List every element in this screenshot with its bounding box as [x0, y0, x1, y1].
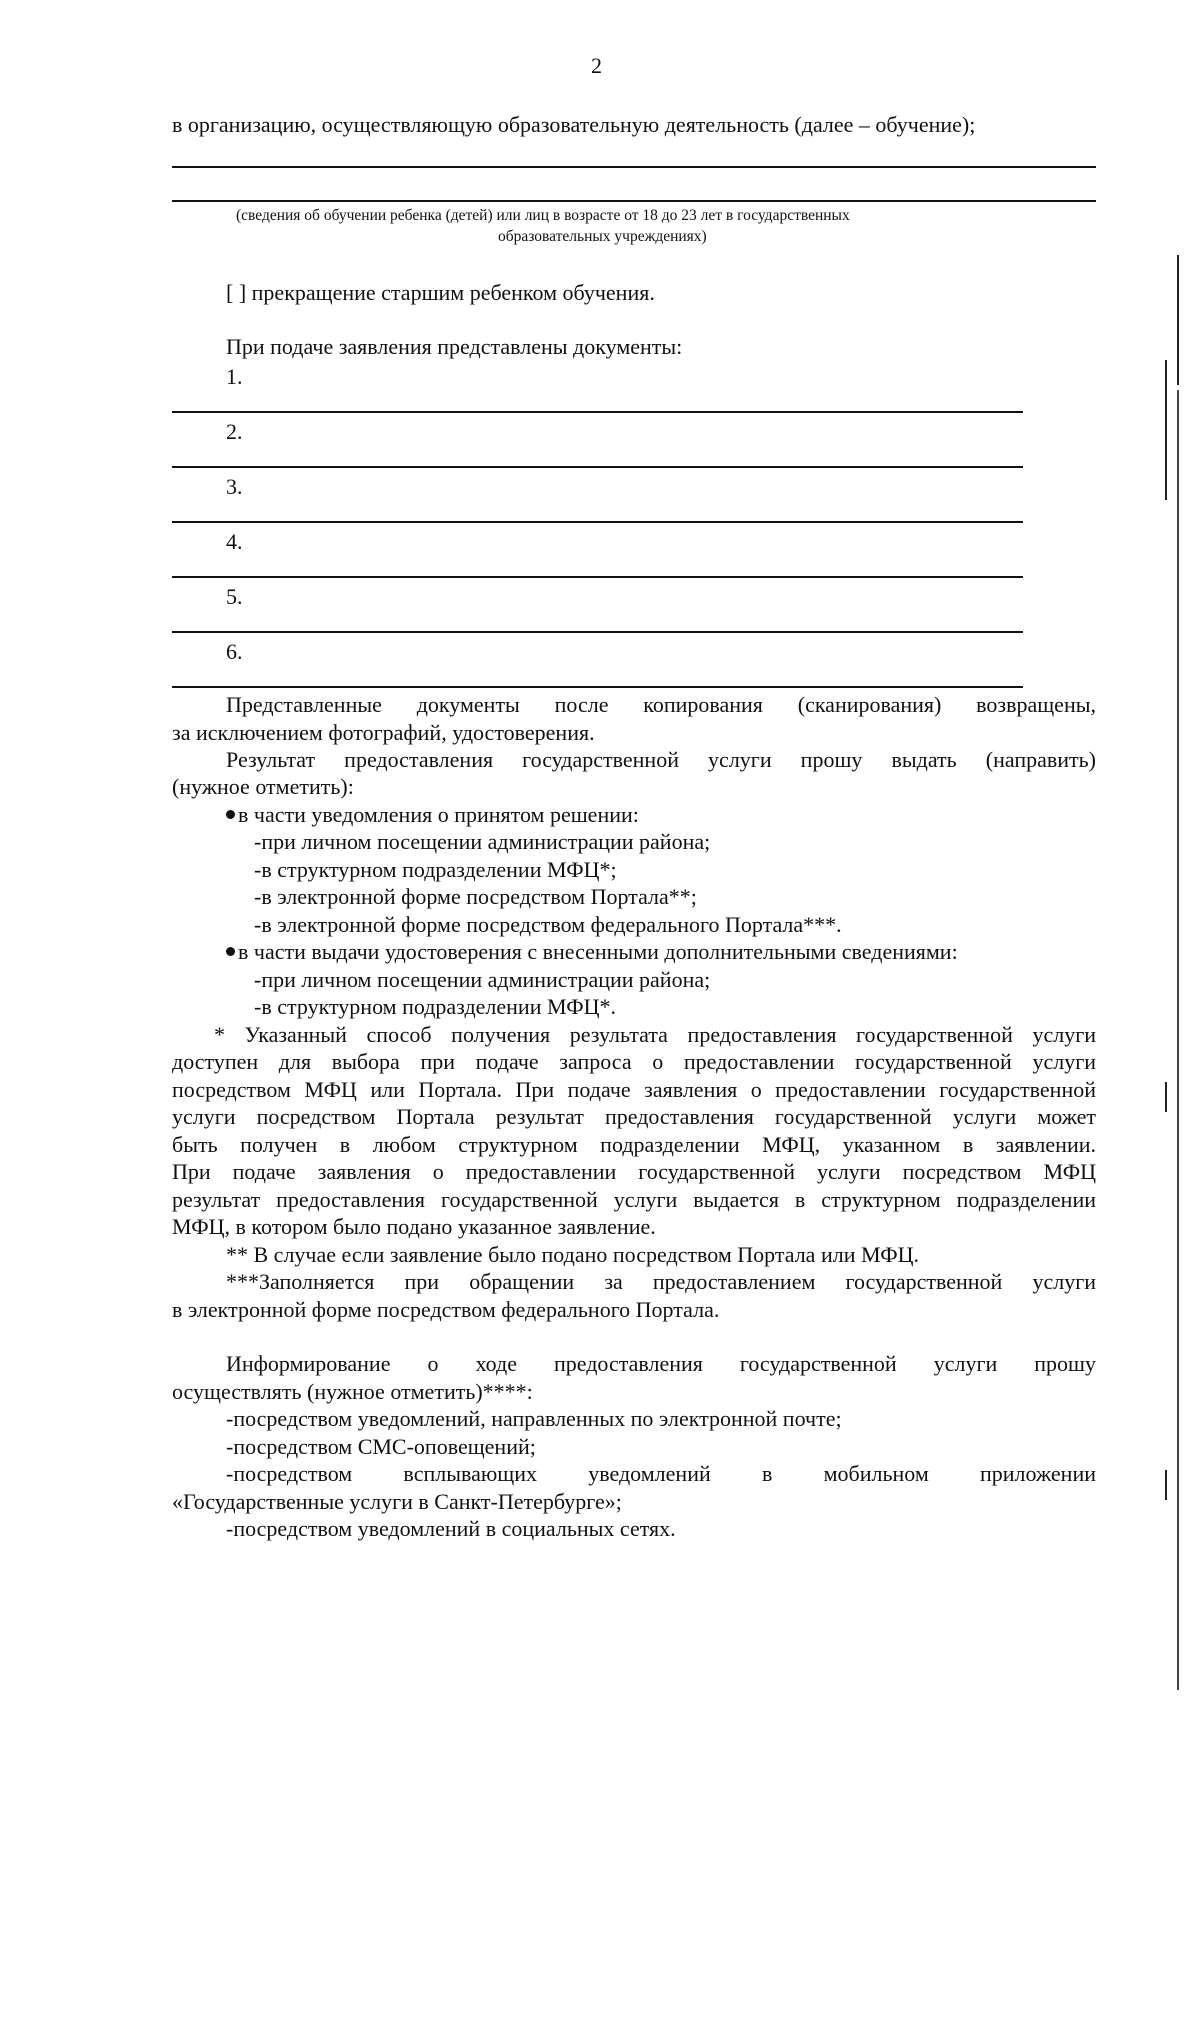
note2: ** В случае если заявление было подано посредством Портала или МФЦ. [226, 1242, 920, 1267]
note1-line: При подаче заявления о предоставлении государственной услуги посредством МФЦ [172, 1159, 1096, 1184]
group2-title: в части выдачи удостоверения с внесенными дополнительными сведениями: [238, 939, 958, 964]
doc-item-4: 4. [226, 529, 243, 554]
scan-edge-mark [1165, 360, 1167, 500]
scan-edge-mark [1177, 390, 1179, 1690]
group1-option[interactable]: -в структурном подразделении МФЦ*; [254, 857, 617, 882]
note1-line: * Указанный способ получения результата предоставления государственной услуги [214, 1022, 1096, 1047]
note3-line-2: в электронной форме посредством федерального Портала. [172, 1297, 720, 1322]
note1-line: быть получен в любом структурном подразделении МФЦ, указанном в заявлении. [172, 1132, 1096, 1157]
doc-line-6[interactable] [172, 686, 1023, 688]
note1-line: МФЦ, в котором было подано указанное заявление. [172, 1214, 656, 1239]
doc-line-3[interactable] [172, 521, 1023, 523]
group1-option[interactable]: -в электронной форме посредством Портала**; [254, 884, 697, 909]
inform-option[interactable]: -посредством уведомлений в социальных сетях. [226, 1516, 676, 1541]
note1-line: посредством МФЦ или Портала. При подаче заявления о предоставлении государственной [172, 1077, 1096, 1102]
inform-option[interactable]: -посредством всплывающих уведомлений в мобильном приложении [226, 1461, 1096, 1486]
checkbox-bracket[interactable]: [ ] [226, 280, 247, 305]
bullet-icon [226, 810, 235, 819]
stop-study-checkbox-row[interactable] [226, 279, 655, 306]
result-line-1: Результат предоставления государственной услуги прошу выдать (направить) [226, 747, 1096, 772]
note1-line: услуги посредством Портала результат предоставления государственной услуги может [172, 1104, 1096, 1129]
note3-line-1: ***Заполняется при обращении за предоставлением государственной услуги [226, 1269, 1096, 1294]
result-line-2: (нужное отметить): [172, 774, 354, 799]
returned-line-2: за исключением фотографий, удостоверения. [172, 720, 595, 745]
doc-item-1: 1. [226, 364, 243, 389]
note1-line: доступен для выбора при подаче запроса о предоставлении государственной услуги [172, 1049, 1096, 1074]
inform-line-1: Информирование о ходе предоставления государственной услуги прошу [226, 1351, 1096, 1376]
doc-item-5: 5. [226, 584, 243, 609]
bullet-icon [226, 947, 235, 956]
group1-option[interactable]: -при личном посещении администрации района; [254, 829, 711, 854]
caption-rule [172, 200, 1096, 202]
caption-line-2: образовательных учреждениях) [498, 228, 707, 245]
checkbox-label: прекращение старшим ребенком обучения. [251, 280, 655, 305]
top-rule [172, 166, 1096, 168]
group2-option[interactable]: -в структурном подразделении МФЦ*. [254, 994, 617, 1019]
docs-heading: При подаче заявления представлены документы: [226, 334, 683, 359]
group1-title-row [226, 801, 639, 828]
group2-title-row [226, 938, 958, 965]
group1-title: в части уведомления о принятом решении: [238, 802, 639, 827]
doc-item-2: 2. [226, 419, 243, 444]
group1-option[interactable]: -в электронной форме посредством федерального Портала***. [254, 912, 842, 937]
scan-edge-mark [1177, 255, 1179, 385]
doc-item-3: 3. [226, 474, 243, 499]
inform-option[interactable]: -посредством уведомлений, направленных по электронной почте; [226, 1406, 842, 1431]
scan-edge-mark [1165, 1470, 1167, 1500]
returned-line-1: Представленные документы после копирования (сканирования) возвращены, [226, 692, 1096, 717]
page-number: 2 [591, 53, 602, 78]
group2-option[interactable]: -при личном посещении администрации района; [254, 967, 711, 992]
note1-line: результат предоставления государственной услуги выдается в структурном подразделении [172, 1187, 1096, 1212]
scan-edge-mark [1165, 1082, 1167, 1112]
doc-item-6: 6. [226, 639, 243, 664]
inform-option-cont: «Государственные услуги в Санкт-Петербурге»; [172, 1489, 622, 1514]
caption-line-1: (сведения об обучении ребенка (детей) или лиц в возрасте от 18 до 23 лет в государственных [236, 207, 850, 224]
inform-option[interactable]: -посредством СМС-оповещений; [226, 1434, 536, 1459]
doc-line-2[interactable] [172, 466, 1023, 468]
doc-line-1[interactable] [172, 411, 1023, 413]
doc-line-4[interactable] [172, 576, 1023, 578]
intro-line: в организацию, осуществляющую образовательную деятельность (далее – обучение); [172, 112, 976, 137]
doc-line-5[interactable] [172, 631, 1023, 633]
inform-line-2: осуществлять (нужное отметить)****: [172, 1379, 533, 1404]
